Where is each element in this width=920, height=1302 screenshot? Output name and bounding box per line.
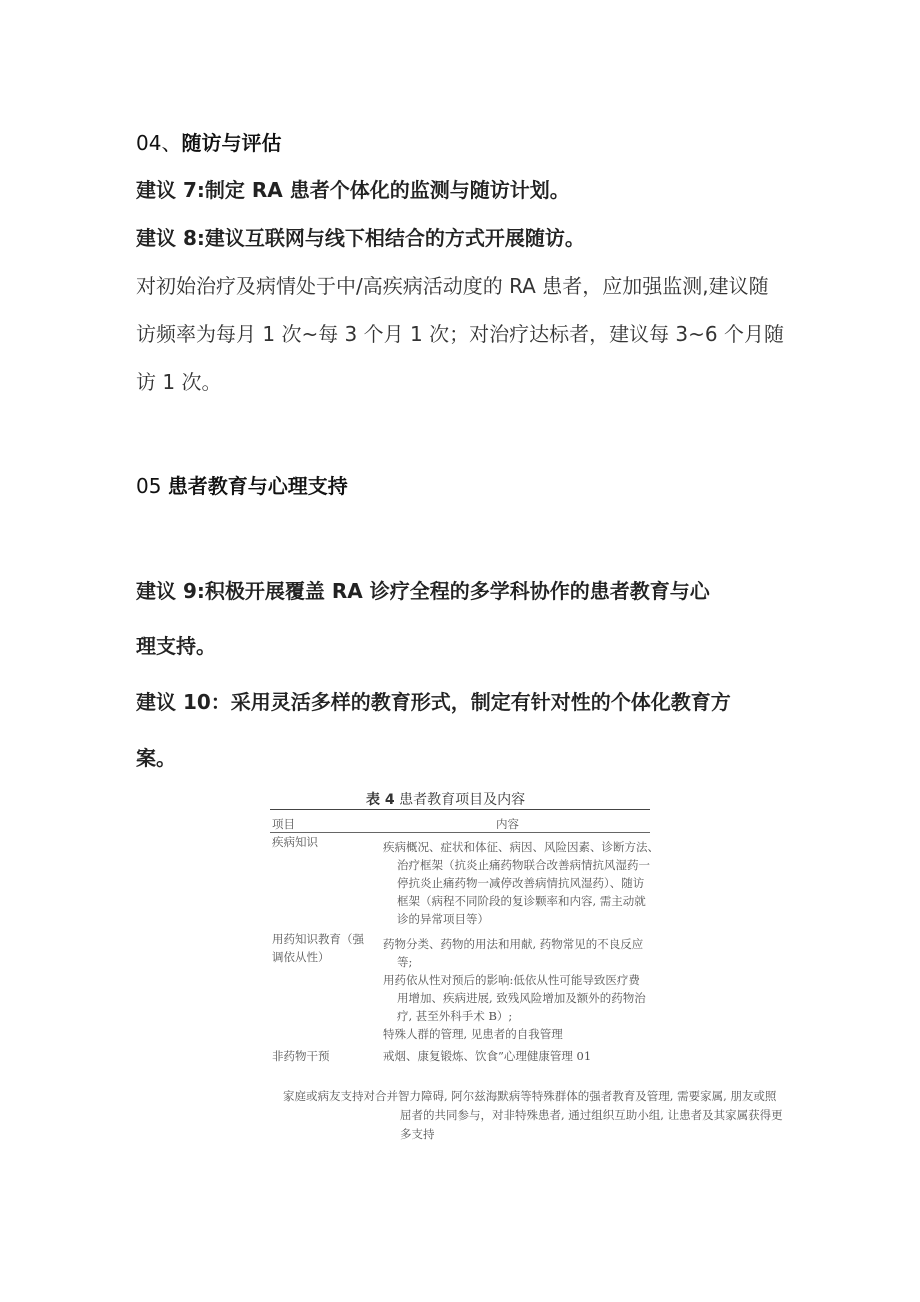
section-05-title: 患者教育与心理支持: [167, 474, 348, 498]
section-04-title: 随访与评估: [181, 131, 282, 155]
table-header-rule: [270, 832, 650, 833]
table-footer-line-3: 多支持: [400, 1127, 435, 1141]
table-row-2-content: [383, 935, 646, 1043]
recommendation-9-line-1: [136, 575, 710, 604]
content-line: 疾病概况、症状和体征、病因、风险因素、诊断方法、: [383, 840, 659, 854]
table-title-text: 患者教育项目及内容: [394, 792, 526, 808]
table-row-1-content: [383, 838, 659, 928]
table-row-3-item: 非药物干预: [272, 1049, 330, 1063]
item-line: 用药知识教育（强: [272, 932, 364, 946]
table-label: 表 4: [366, 792, 395, 808]
section-04-number: 04、: [136, 131, 182, 155]
content-line: 框架（病程不同阶段的复诊颗率和内容, 需主动就: [397, 894, 646, 908]
section-05-heading: [136, 470, 348, 499]
content-line: 药物分类、药物的用法和用献, 药物常见的不良反应: [383, 937, 644, 951]
rec7-text: :制定 RA 患者个体化的监测与随访计划。: [196, 178, 570, 202]
table-footer-line-2: 屈者的共同参与，对非特殊患者, 通过组织互助小组, 让患者及其家属获得更: [400, 1108, 783, 1122]
rec8-prefix: 建议 8: [136, 226, 197, 250]
table-title: [366, 789, 525, 809]
item-line: 调依从性）: [272, 950, 330, 964]
recommendation-8: [136, 222, 585, 251]
rec7-prefix: 建议 7: [136, 178, 197, 202]
followup-paragraph-line-3: 访 1 次。: [136, 370, 222, 394]
recommendation-9-line-2: 理支持。: [136, 634, 216, 658]
content-line: 用增加、疾病进展, 致残风险增加及额外的药物治: [397, 991, 646, 1005]
content-line: 用药依从性对预后的影响:低依从性可能导致医疗费: [383, 973, 640, 987]
rec8-text: :建议互联网与线下相结合的方式开展随访。: [196, 226, 585, 250]
content-line: 诊的异常项目等）: [397, 912, 489, 926]
table-footer-line-1: 家庭或病友支持对合并智力障碍, 阿尔兹海默病等特殊群体的强者教育及管理, 需要家属, 朋友或照: [283, 1089, 777, 1103]
rec9-text: :积极开展覆盖 RA 诊疗全程的多学科协作的患者教育与心: [196, 579, 710, 603]
followup-paragraph-line-1: 对初始治疗及病情处于中/高疾病活动度的 RA 患者，应加强监测,建议随: [136, 274, 769, 298]
followup-paragraph-line-2: 访频率为每月 1 次~每 3 个月 1 次；对治疗达标者，建议每 3~6 个月随: [136, 322, 784, 346]
content-line: 疗, 甚至外科手术 B）;: [397, 1009, 513, 1023]
table-header-item: 项目: [272, 817, 295, 831]
table-row-1-item: 疾病知识: [272, 835, 318, 849]
recommendation-10-line-1: 建议 10：采用灵活多样的教育形式，制定有针对性的个体化教育方: [136, 690, 731, 714]
recommendation-10-line-2: 案。: [136, 746, 176, 770]
content-line: 治疗框架（抗炎止痛药物联合改善病情抗风湿药一: [397, 858, 650, 872]
table-header-content: 内容: [496, 817, 519, 831]
rec9-prefix: 建议 9: [136, 579, 197, 603]
recommendation-7: [136, 174, 570, 203]
content-line: 特殊人群的管理, 见患者的自我管理: [383, 1027, 563, 1041]
content-line: 等;: [397, 955, 413, 969]
table-row-3-content: 戒烟、康复锻炼、饮食”心理健康管理 01: [383, 1049, 592, 1063]
section-04-heading: [136, 127, 281, 156]
section-05-number: 05: [136, 474, 162, 498]
table-top-rule: [270, 809, 650, 810]
content-line: 停抗炎止痛药物一减停改善病情抗风湿药）、随访: [397, 876, 645, 890]
table-row-2-item: [272, 930, 364, 966]
